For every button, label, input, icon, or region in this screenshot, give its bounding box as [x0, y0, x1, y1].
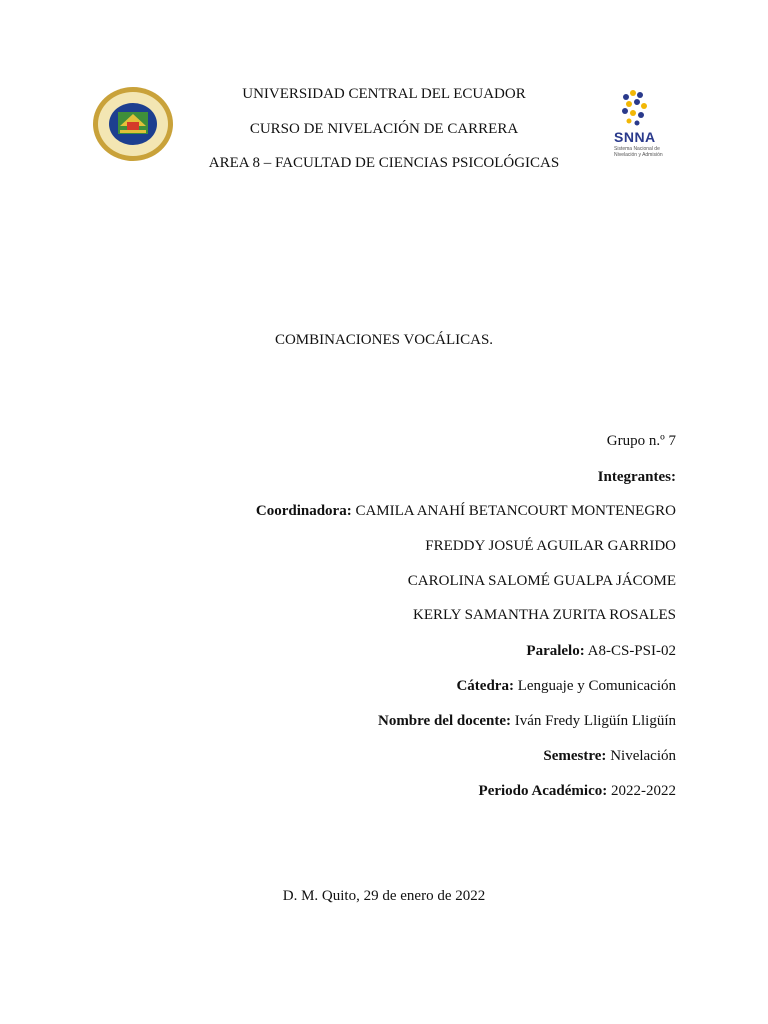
group-number: Grupo n.º 7: [606, 433, 676, 449]
paralelo-line: [526, 643, 676, 660]
periodo-line: [479, 783, 676, 800]
catedra-label: Cátedra:: [456, 678, 514, 694]
member-item: KERLY SAMANTHA ZURITA ROSALES: [412, 607, 676, 623]
periodo-value: 2022-2022: [607, 783, 676, 799]
catedra-value: Lenguaje y Comunicación: [513, 678, 676, 694]
coordinator-label: Coordinadora:: [255, 503, 352, 519]
document-title: COMBINACIONES VOCÁLICAS.: [274, 332, 494, 348]
university-name: UNIVERSIDAD CENTRAL DEL ECUADOR: [242, 86, 526, 102]
coordinator-value: CAMILA ANAHÍ BETANCOURT MONTENEGRO: [351, 503, 676, 519]
catedra-line: [456, 678, 676, 695]
place-and-date: D. M. Quito, 29 de enero de 2022: [282, 888, 486, 904]
snna-logo-name: SNNA: [614, 129, 656, 145]
periodo-label: Periodo Académico:: [478, 783, 608, 799]
semestre-line: [543, 748, 676, 765]
docente-label: Nombre del docente:: [377, 713, 512, 729]
paralelo-value: A8-CS-PSI-02: [584, 643, 676, 659]
faculty-area: AREA 8 – FACULTAD DE CIENCIAS PSICOLÓGICAS: [208, 155, 560, 171]
semestre-value: Nivelación: [606, 748, 676, 764]
semestre-label: Semestre:: [543, 748, 607, 764]
member-item: FREDDY JOSUÉ AGUILAR GARRIDO: [425, 538, 676, 554]
member-item: CAROLINA SALOMÉ GUALPA JÁCOME: [407, 573, 676, 589]
docente-line: [378, 713, 676, 730]
coordinator-line: [256, 503, 676, 520]
course-name: CURSO DE NIVELACIÓN DE CARRERA: [249, 121, 519, 137]
snna-logo-subtitle: Sistema Nacional de Nivelación y Admisión: [614, 146, 663, 158]
members-heading: Integrantes:: [597, 469, 676, 485]
docente-value: Iván Fredy Lligüín Lligüín: [511, 713, 676, 729]
paralelo-label: Paralelo:: [526, 643, 585, 659]
